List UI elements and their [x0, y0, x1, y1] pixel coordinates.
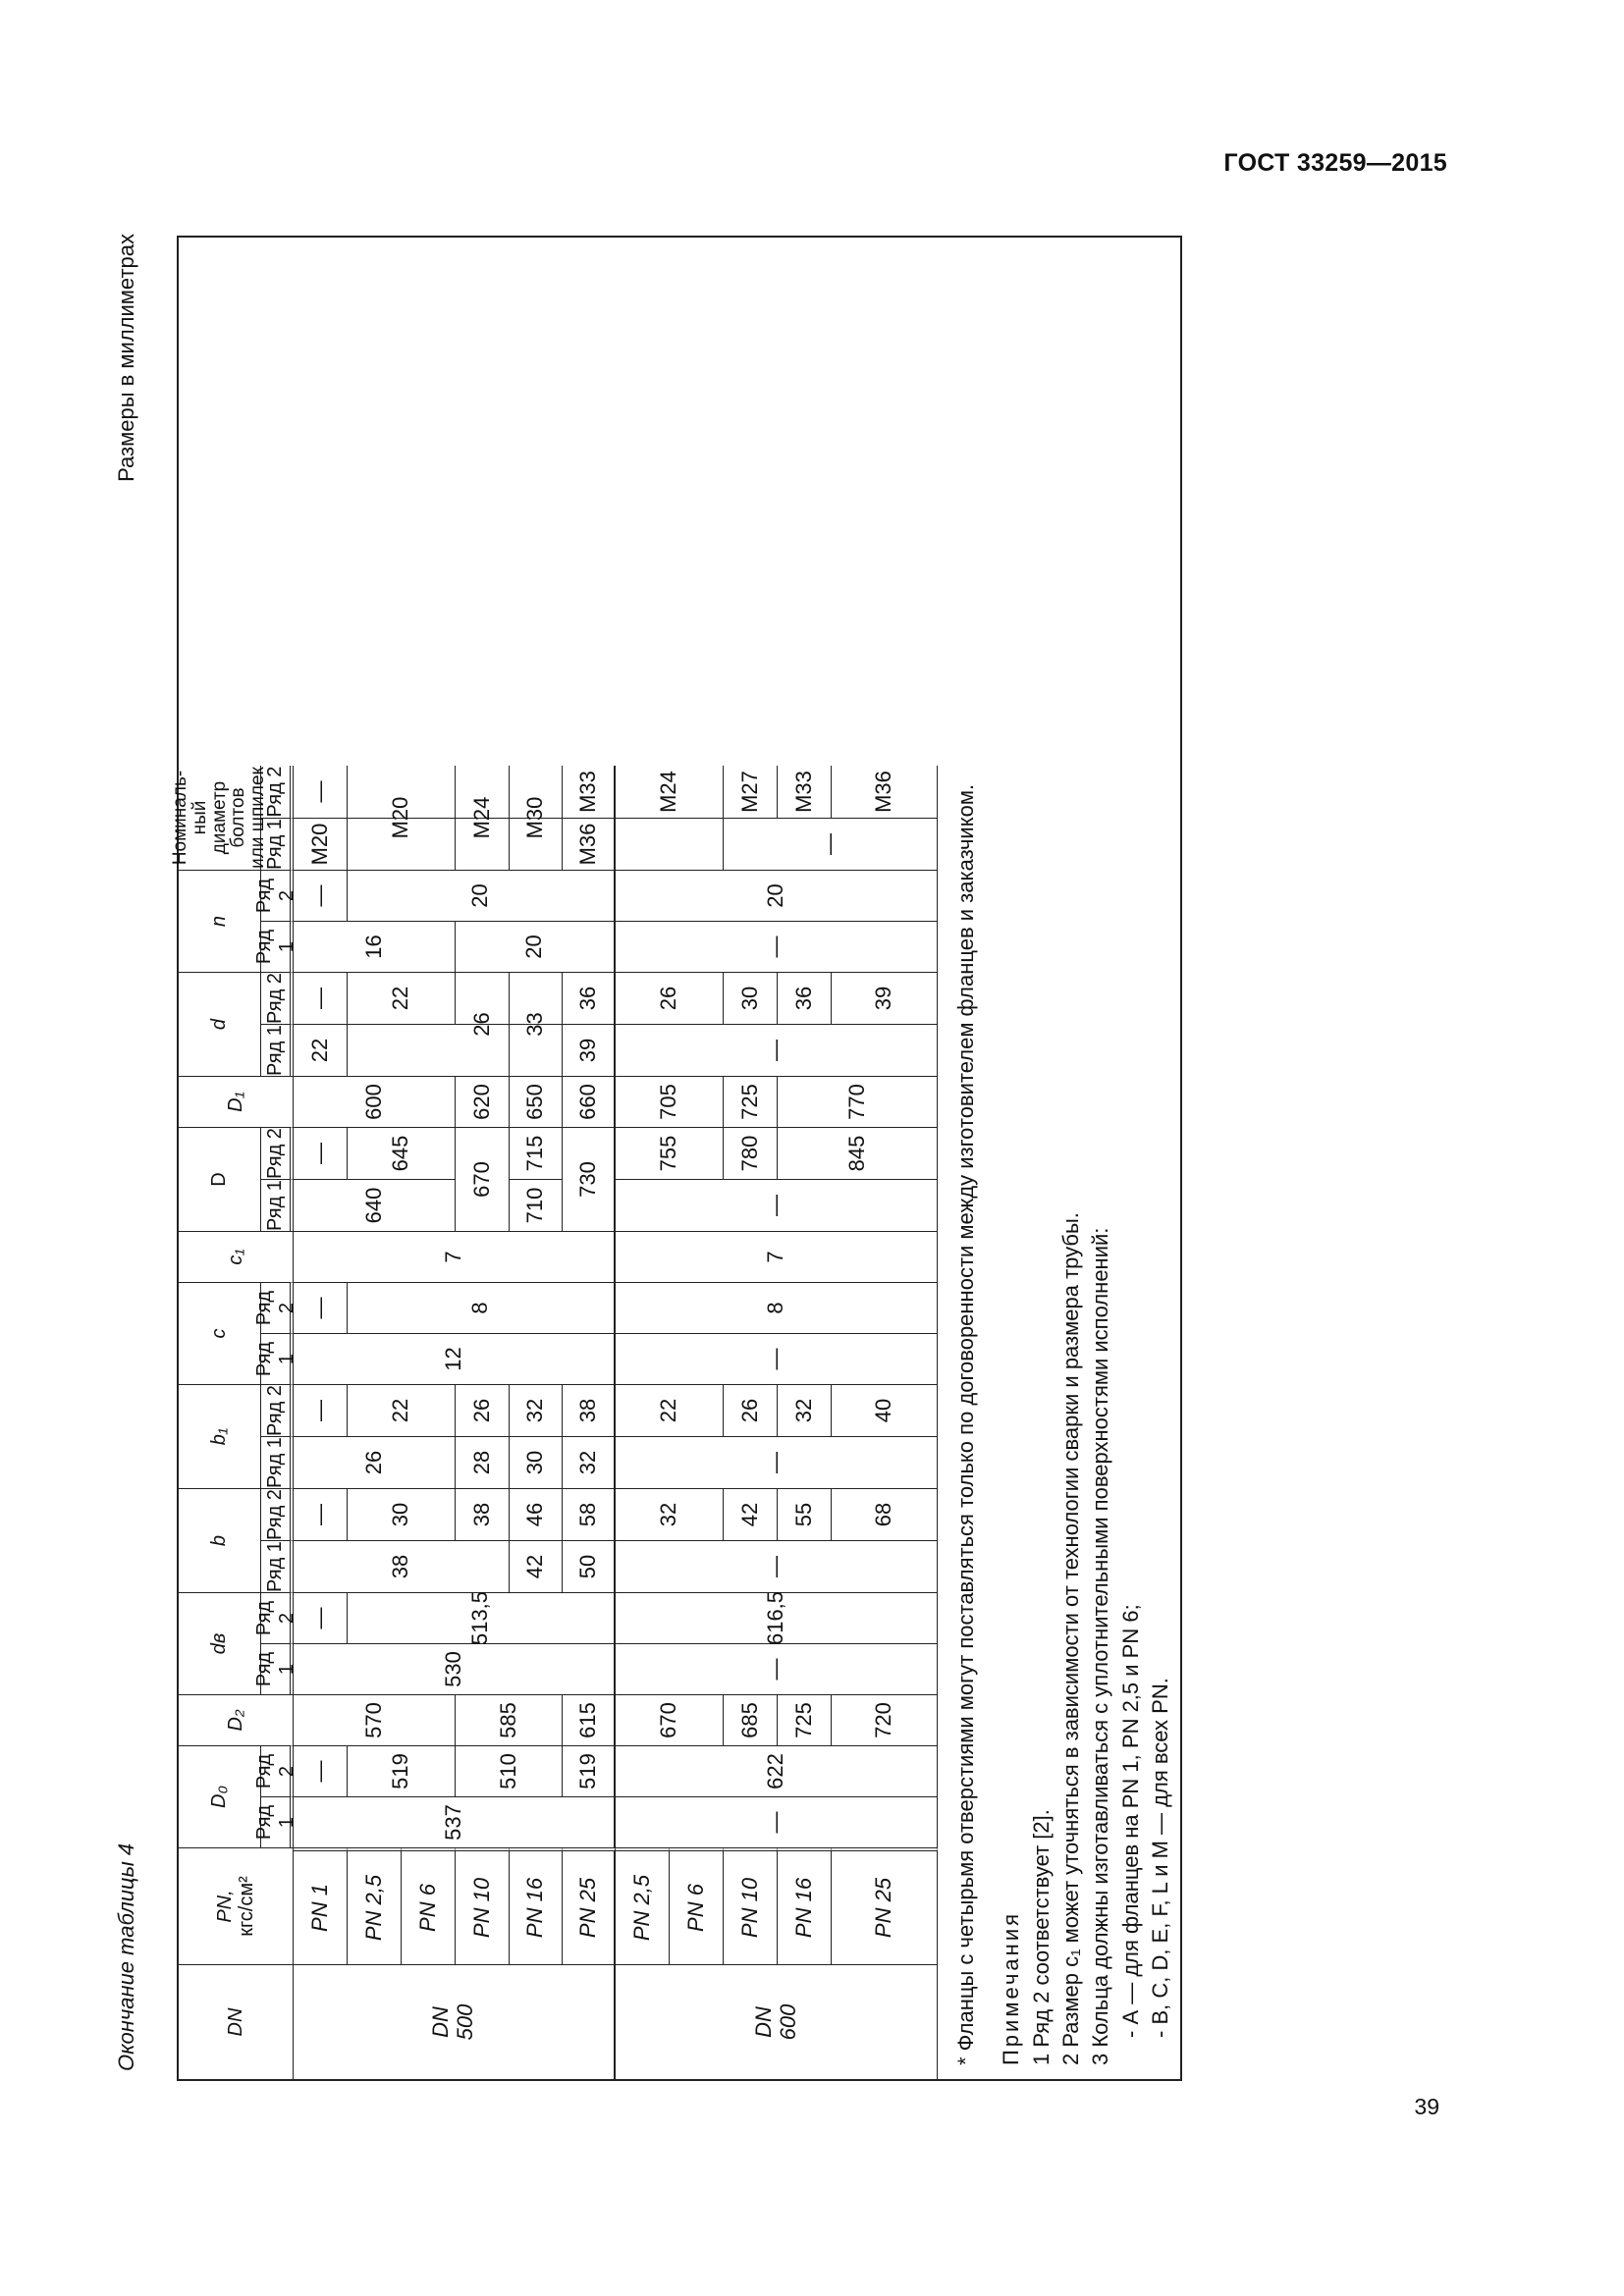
b-row2-value: 38 — [456, 1488, 510, 1540]
units-note: Размеры в миллиметрах — [114, 234, 138, 482]
table-caption-bar — [108, 216, 153, 2081]
D1-value: 725 — [724, 1076, 778, 1127]
d2-value: 585 — [456, 1694, 563, 1745]
D-row2-value: 755 — [616, 1127, 724, 1179]
flange-dimensions-table — [169, 236, 1182, 2081]
pn-cell: PN 10 — [456, 1847, 510, 1964]
b-row2-value: 58 — [563, 1488, 616, 1540]
header-n-row1: Ряд 1 — [261, 921, 294, 972]
header-n-row2: Ряд 2 — [261, 870, 294, 921]
header-bolt-row2: Ряд 2 — [261, 766, 294, 818]
header-d-row2: Ряд 2 — [261, 972, 294, 1024]
d-row2-value: 39 — [832, 972, 938, 1024]
header-d0-row2: Ряд 2 — [261, 1745, 294, 1796]
b-row1-dash: — — [616, 1540, 938, 1592]
b1-row1-value: 32 — [563, 1436, 616, 1488]
note-2: 2 Размер c₁ может уточняться в зависимости от технологии сварки и размера трубы. — [1058, 1212, 1084, 2065]
pn-cell: PN 16 — [510, 1847, 563, 1964]
bolt-row2-value: M27 — [724, 766, 778, 818]
d-row2-value: 36 — [778, 972, 832, 1024]
header-n: n — [179, 870, 261, 972]
note-3b: - B, C, D, E, F, L и M — для всех PN. — [1148, 1678, 1173, 2038]
header-b: b — [179, 1488, 261, 1592]
d-row1-value-wide: 33 — [510, 972, 563, 1076]
dv-row1-dash: — — [616, 1643, 938, 1694]
header-b1: b₁ — [179, 1384, 261, 1488]
header-c1: c₁ — [179, 1231, 294, 1282]
bolt-row1-dash: — — [724, 818, 938, 870]
d0-row2-value: 510 — [456, 1745, 563, 1796]
b1-row2-value: 32 — [778, 1384, 832, 1436]
n-row2-value: 20 — [616, 870, 938, 921]
b-row1-value: 50 — [563, 1540, 616, 1592]
pn-cell: PN 25 — [832, 1847, 938, 1964]
pn-cell: PN 1 — [294, 1847, 348, 1964]
dn-500 — [294, 1964, 616, 2079]
dv-row2-dash: — — [294, 1592, 348, 1643]
d2-value: 685 — [724, 1694, 778, 1745]
d-row1-value: 22 — [294, 1024, 348, 1076]
bolt-row1-value-wide: M20 — [348, 766, 456, 870]
b-row2-value: 32 — [616, 1488, 724, 1540]
notes-title: Примечания — [999, 1910, 1024, 2065]
d-row2-value: 30 — [724, 972, 778, 1024]
b-row2-value: 30 — [348, 1488, 456, 1540]
D1-value: 600 — [294, 1076, 456, 1127]
d-row2-dash: — — [294, 972, 348, 1024]
bolt-row1-value: M36 — [563, 818, 616, 870]
header-bolt-row1: Ряд 1 — [261, 818, 294, 870]
header-D-row2: Ряд 2 — [261, 1127, 294, 1179]
pn-cell: PN 16 — [778, 1847, 832, 1964]
b1-row2-value: 22 — [348, 1384, 456, 1436]
D1-value: 705 — [616, 1076, 724, 1127]
d-row2-value: 22 — [348, 972, 456, 1024]
pn-cell: PN 10 — [724, 1847, 778, 1964]
b-row1-value: 42 — [510, 1540, 563, 1592]
d2-value: 670 — [616, 1694, 724, 1745]
bolt-row1-value-wide: M24 — [456, 766, 510, 870]
header-c: c — [179, 1282, 261, 1384]
b-row2-value: 68 — [832, 1488, 938, 1540]
d2-value: 615 — [563, 1694, 616, 1745]
b1-row2-dash: — — [294, 1384, 348, 1436]
header-pn-label: PN, — [213, 1890, 236, 1923]
dv-row2-value: 513,5 — [348, 1592, 616, 1643]
bolt-row2-value: M33 — [563, 766, 616, 818]
pn-cell: PN 6 — [402, 1847, 456, 1964]
header-b1-row1: Ряд 1 — [261, 1436, 294, 1488]
header-pn-units: кгс/см² — [236, 1876, 257, 1937]
rotated-table-block — [108, 216, 1198, 2081]
b-row2-value: 46 — [510, 1488, 563, 1540]
c1-value: 7 — [294, 1231, 616, 1282]
d0-row2-value: 519 — [563, 1745, 616, 1796]
D1-value: 620 — [456, 1076, 510, 1127]
header-c-row1: Ряд 1 — [261, 1333, 294, 1384]
b1-row1-value: 26 — [294, 1436, 456, 1488]
bolt-row1-blank — [616, 818, 724, 870]
c-row2-value: 8 — [616, 1282, 938, 1333]
D1-value: 770 — [778, 1076, 938, 1127]
header-D: D — [179, 1127, 261, 1231]
d0-row2-value: 519 — [348, 1745, 456, 1796]
D-row2-value: 715 — [510, 1127, 563, 1179]
bolt-row2-value: M24 — [616, 766, 724, 818]
b-row1-value: 38 — [294, 1540, 510, 1592]
header-dv-row1: Ряд 1 — [261, 1643, 294, 1694]
pn-cell: PN 25 — [563, 1847, 616, 1964]
header-bolt-line4: или шпилек — [247, 767, 269, 869]
b-row2-dash: — — [294, 1488, 348, 1540]
document-header: ГОСТ 33259—2015 — [1223, 149, 1447, 177]
b1-row1-value: 30 — [510, 1436, 563, 1488]
dn-500-label: DN 500 — [428, 2003, 477, 2041]
pn-cell: PN 2,5 — [348, 1847, 402, 1964]
b1-row1-value: 28 — [456, 1436, 510, 1488]
bolt-row1-value-wide: M30 — [510, 766, 563, 870]
header-d0: D₀ — [179, 1745, 261, 1847]
d0-row1-dash: — — [616, 1796, 938, 1847]
c1-value: 7 — [616, 1231, 938, 1282]
D-row2-value: 780 — [724, 1127, 778, 1179]
D-row1-value: 710 — [510, 1179, 563, 1231]
D1-value: 660 — [563, 1076, 616, 1127]
header-d2: D₂ — [179, 1694, 294, 1745]
n-row1-value: 20 — [456, 921, 616, 972]
header-b-row1: Ряд 1 — [261, 1540, 294, 1592]
header-pn — [179, 1847, 294, 1964]
bolt-row1-value: M20 — [294, 818, 348, 870]
dn-600-label: DN 600 — [750, 2003, 800, 2041]
c-row2-dash: — — [294, 1282, 348, 1333]
bolt-row2-value: M36 — [832, 766, 938, 818]
header-bolt-line3: болтов — [228, 787, 249, 848]
bolt-row2-value: M33 — [778, 766, 832, 818]
bolt-row2-dash: — — [294, 766, 348, 818]
d0-row2-value: 622 — [616, 1745, 938, 1796]
d-row2-value: 26 — [616, 972, 724, 1024]
d2-value: 725 — [778, 1694, 832, 1745]
header-d-row1: Ряд 1 — [261, 1024, 294, 1076]
header-c-row2: Ряд 2 — [261, 1282, 294, 1333]
table-caption: Окончание таблицы 4 — [114, 1842, 138, 2071]
d2-value: 570 — [294, 1694, 456, 1745]
n-row2-dash: — — [294, 870, 348, 921]
D-row1-dash: — — [616, 1179, 938, 1231]
pn-cell: PN 6 — [670, 1847, 724, 1964]
n-row1-value: 16 — [294, 921, 456, 972]
header-b1-row2: Ряд 2 — [261, 1384, 294, 1436]
d-row1-dash: — — [616, 1024, 938, 1076]
b1-row2-value: 40 — [832, 1384, 938, 1436]
header-bolt-line2: ный диаметр — [189, 780, 230, 855]
D-row1-value: 640 — [294, 1179, 456, 1231]
c-row1-dash: — — [616, 1333, 938, 1384]
pn-cell: PN 2,5 — [616, 1847, 670, 1964]
dv-row1-value: 530 — [294, 1643, 616, 1694]
n-row1-dash: — — [616, 921, 938, 972]
b1-row2-value: 26 — [456, 1384, 510, 1436]
D-row1-value: 670 — [456, 1127, 510, 1231]
header-bolt-line1: Номиналь- — [169, 770, 190, 866]
footnote: * Фланцы с четырьмя отверстиями могут поставляться только по договоренности между изготовителем фланцев и заказчиком. — [953, 783, 978, 2065]
b1-row2-value: 22 — [616, 1384, 724, 1436]
b1-row2-value: 38 — [563, 1384, 616, 1436]
header-b-row2: Ряд 2 — [261, 1488, 294, 1540]
dn-600 — [616, 1964, 938, 2079]
dv-row2-value: 616,5 — [616, 1592, 938, 1643]
b-row2-value: 42 — [724, 1488, 778, 1540]
header-bolt-diameter — [169, 766, 269, 870]
header-dn: DN — [179, 1964, 294, 2079]
c-row1-value: 12 — [294, 1333, 616, 1384]
d0-row1-dn500: 537 — [294, 1796, 616, 1847]
note-3a: - А — для фланцев на PN 1, PN 2,5 и PN 6; — [1117, 1604, 1143, 2038]
D-row1-value: 730 — [563, 1127, 616, 1231]
header-d0-row1: Ряд 1 — [261, 1796, 294, 1847]
header-dv-row2: Ряд 2 — [261, 1592, 294, 1643]
b1-row2-value: 32 — [510, 1384, 563, 1436]
b1-row2-value: 26 — [724, 1384, 778, 1436]
page-number: 39 — [1414, 2094, 1439, 2119]
b1-row1-dash: — — [616, 1436, 938, 1488]
header-D-row1: Ряд 1 — [261, 1179, 294, 1231]
d-row1-value: 39 — [563, 1024, 616, 1076]
D-row2-value: 645 — [348, 1127, 456, 1179]
header-dv: dв — [179, 1592, 261, 1694]
c-row2-value: 8 — [348, 1282, 616, 1333]
header-d: d — [179, 972, 261, 1076]
D1-value: 650 — [510, 1076, 563, 1127]
D-row2-value: 845 — [778, 1127, 938, 1179]
n-row2-value: 20 — [348, 870, 616, 921]
d2-value: 720 — [832, 1694, 938, 1745]
d0-row2-dash: — — [294, 1745, 348, 1796]
b-row2-value: 55 — [778, 1488, 832, 1540]
header-D1: D₁ — [179, 1076, 294, 1127]
table-notes — [938, 234, 1176, 2079]
note-3: 3 Кольца должны изготавливаться с уплотнительными поверхностями исполнений: — [1088, 1227, 1113, 2065]
note-1: 1 Ряд 2 соответствует [2]. — [1028, 1809, 1054, 2065]
d-row2-value: 36 — [563, 972, 616, 1024]
d-row1-value-wide: 26 — [456, 972, 510, 1076]
D-row2-dash: — — [294, 1127, 348, 1179]
